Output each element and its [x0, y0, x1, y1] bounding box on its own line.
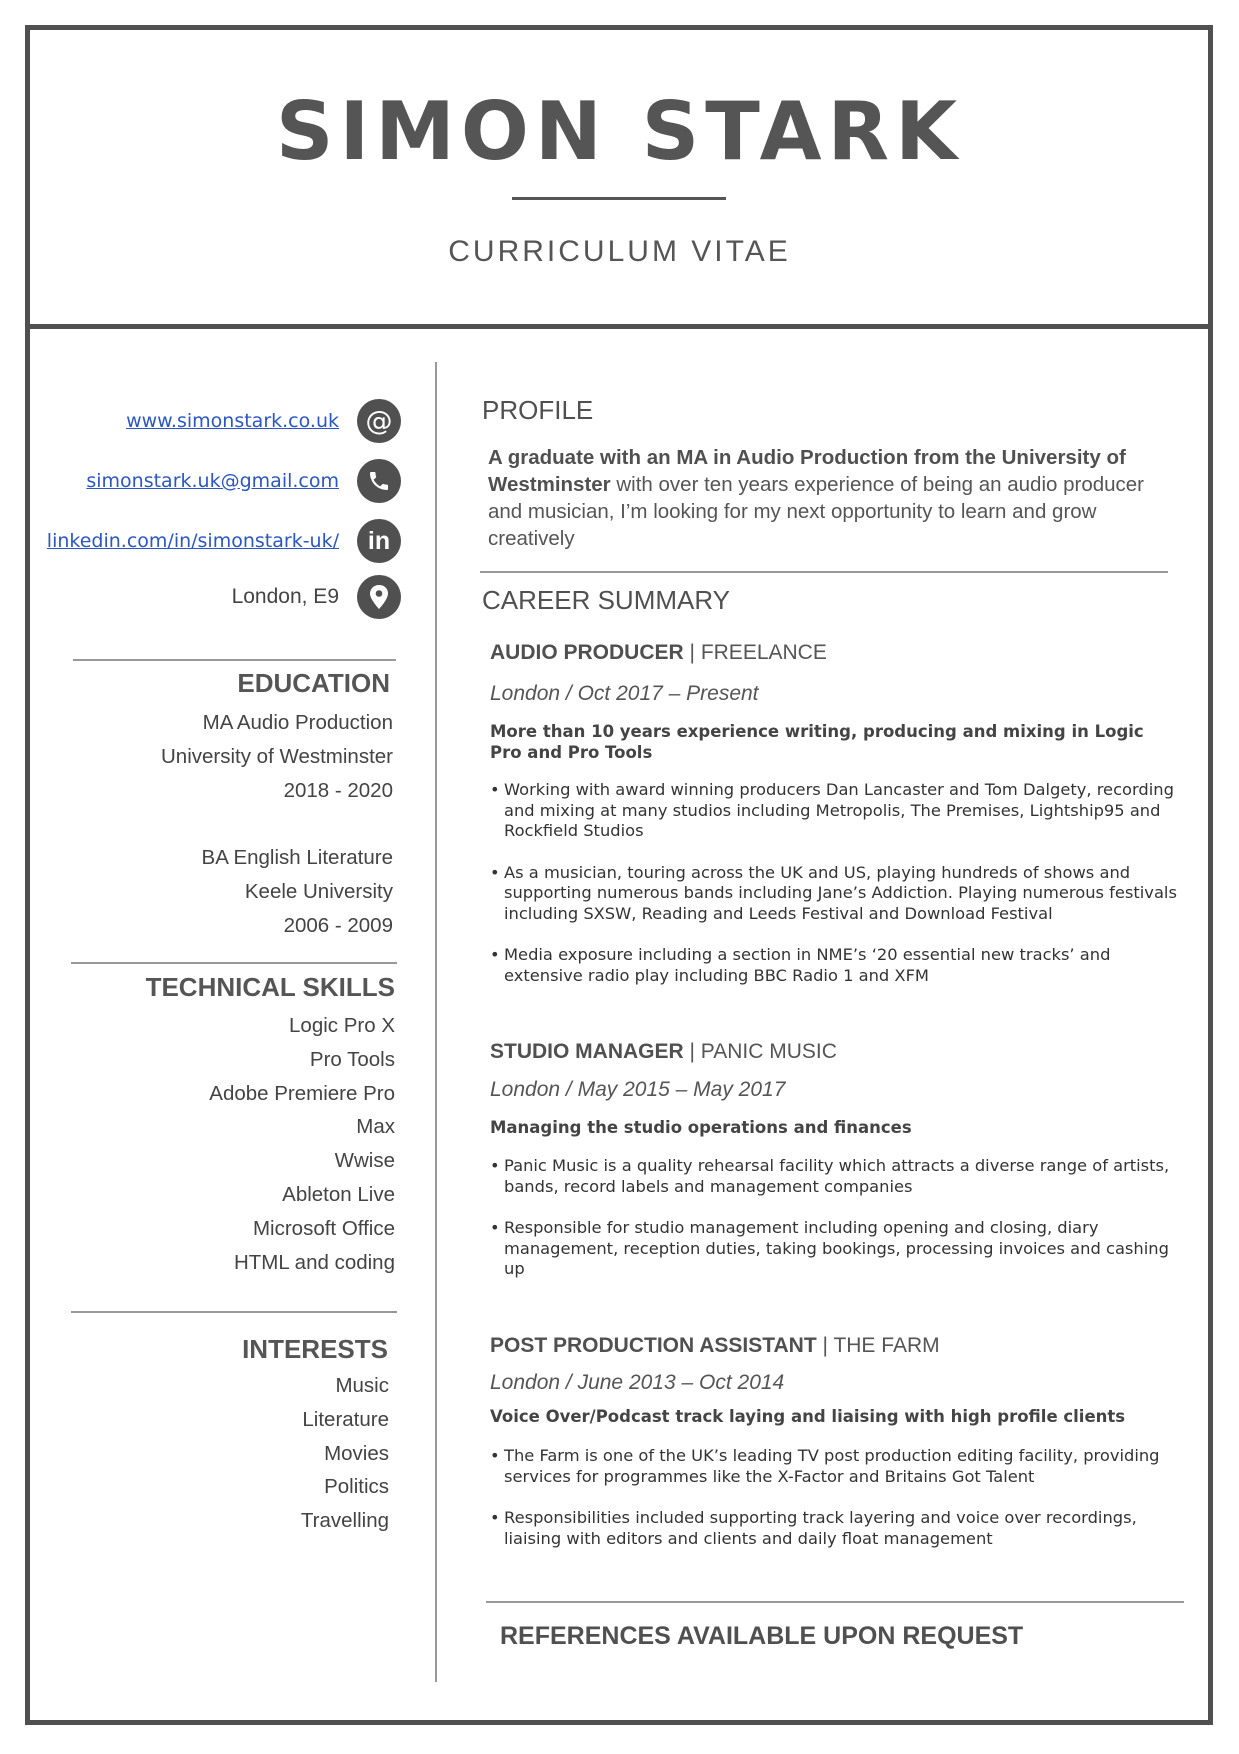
- job-summary: More than 10 years experience writing, producing and mixing in Logic Pro and Pro Tools: [490, 722, 1144, 762]
- references-note: REFERENCES AVAILABLE UPON REQUEST: [500, 1622, 1024, 1650]
- contact-website: [126, 398, 401, 444]
- job-bullet: • Media exposure including a section in NME’s ‘20 essential new tracks’ and extensive radio play including BBC Radio 1 and XFM: [490, 945, 1180, 986]
- profile-heading: PROFILE: [482, 395, 594, 425]
- job-summary: Managing the studio operations and finances: [490, 1118, 912, 1137]
- skill-item: HTML and coding: [233, 1250, 395, 1274]
- job-title: STUDIO MANAGER | PANIC MUSIC: [490, 1040, 837, 1063]
- job-company: FREELANCE: [700, 641, 827, 664]
- interest-item: Politics: [324, 1475, 389, 1499]
- interests-divider: [71, 1311, 397, 1313]
- job-bullet: • Responsible for studio management including opening and closing, diary management, reception duties, taking bookings, processing invoices and cashing up: [490, 1218, 1180, 1280]
- skill-item: Logic Pro X: [289, 1014, 395, 1037]
- interests-heading: INTERESTS: [242, 1334, 388, 1364]
- contact-email: [86, 458, 401, 504]
- job-company: THE FARM: [833, 1334, 940, 1357]
- education-list: [161, 706, 393, 943]
- education-item: University of Westminster: [160, 744, 393, 768]
- interest-item: Literature: [302, 1407, 389, 1431]
- job-bullets: [490, 1446, 1180, 1549]
- skill-item: Ableton Live: [282, 1182, 395, 1206]
- contact-linkedin: [47, 518, 401, 564]
- job-date: London / Oct 2017 – Present: [490, 682, 759, 705]
- job-bullet: • Panic Music is a quality rehearsal facility which attracts a diverse range of artists, bands, record labels and management companies: [490, 1156, 1180, 1197]
- interest-item: Movies: [324, 1441, 389, 1465]
- profile-bold-text: A graduate with an MA in Audio Production from the University of Westminster: [488, 446, 1126, 496]
- skill-item: Pro Tools: [309, 1047, 395, 1071]
- skill-item: Wwise: [334, 1149, 395, 1173]
- job-bullet: • As a musician, touring across the UK and US, playing hundreds of shows and supporting numerous bands including Jane’s Addiction. Playing numerous festivals including SXSW, Reading and Leeds Festival and Download Festival: [490, 863, 1180, 925]
- education-heading: EDUCATION: [237, 668, 390, 698]
- profile-divider: [480, 571, 1168, 573]
- website-link[interactable]: www.simonstark.co.uk: [126, 410, 339, 432]
- job-date: London / June 2013 – Oct 2014: [490, 1371, 785, 1394]
- job-bullets: [490, 780, 1180, 986]
- skill-item: Adobe Premiere Pro: [209, 1081, 395, 1105]
- job-role: POST PRODUCTION ASSISTANT: [490, 1334, 817, 1357]
- career-heading: CAREER SUMMARY: [482, 585, 731, 615]
- email-link[interactable]: simonstark.uk@gmail.com: [86, 470, 339, 492]
- job-company: PANIC MUSIC: [700, 1040, 837, 1063]
- job-entry: [490, 641, 1180, 986]
- candidate-name: SIMON STARK: [275, 85, 964, 178]
- education-item: MA Audio Production: [202, 711, 393, 734]
- job-entry: [490, 1334, 1180, 1549]
- at-icon: @: [357, 399, 401, 443]
- profile-text: [488, 444, 1168, 552]
- job-bullet: • Working with award winning producers Dan Lancaster and Tom Dalgety, recording and mixing at many studios including Metropolis, The Premises, Lightship95 and Rockfield Studios: [490, 780, 1180, 842]
- education-item: 2018 - 2020: [283, 778, 393, 802]
- job-role: STUDIO MANAGER: [490, 1040, 684, 1063]
- column-divider: [435, 362, 437, 1682]
- name-underline: [512, 197, 726, 200]
- interests-list: [301, 1369, 389, 1538]
- interest-item: Travelling: [300, 1509, 389, 1533]
- education-spacer: [161, 807, 393, 841]
- job-title: AUDIO PRODUCER | FREELANCE: [490, 641, 827, 664]
- map-pin-icon: [357, 575, 401, 619]
- education-item: 2006 - 2009: [283, 913, 393, 937]
- location-text: London, E9: [231, 585, 339, 608]
- job-bullet: • The Farm is one of the UK’s leading TV post production editing facility, providing services for programmes like the X-Factor and Britains Got Talent: [490, 1446, 1180, 1487]
- job-bullet: • Responsibilities included supporting track layering and voice over recordings, liaising with editors and clients and daily float management: [490, 1508, 1180, 1549]
- skill-item: Max: [356, 1115, 395, 1139]
- contact-location: [232, 574, 401, 620]
- education-item: Keele University: [244, 879, 393, 903]
- skills-heading: TECHNICAL SKILLS: [145, 972, 395, 1002]
- references-divider: [486, 1601, 1184, 1603]
- document-subtitle: CURRICULUM VITAE: [448, 235, 791, 268]
- linkedin-icon: in: [357, 519, 401, 563]
- education-divider: [73, 659, 396, 661]
- linkedin-link[interactable]: linkedin.com/in/simonstark-uk/: [46, 530, 339, 552]
- job-title: POST PRODUCTION ASSISTANT | THE FARM: [490, 1334, 940, 1357]
- job-role: AUDIO PRODUCER: [490, 641, 684, 664]
- header-divider: [25, 324, 1213, 329]
- profile-body-text: with over ten years experience of being an audio producer and musician, I’m looking for my next opportunity to learn and grow creatively: [488, 473, 1145, 550]
- job-date: London / May 2015 – May 2017: [490, 1078, 786, 1101]
- interest-item: Music: [335, 1374, 389, 1397]
- skills-divider: [71, 962, 397, 964]
- education-item: BA English Literature: [201, 846, 393, 870]
- skill-item: Microsoft Office: [252, 1216, 395, 1240]
- job-bullets: [490, 1156, 1180, 1280]
- skills-list: [209, 1009, 395, 1279]
- job-summary: Voice Over/Podcast track laying and liaising with high profile clients: [490, 1407, 1126, 1426]
- phone-icon: [357, 459, 401, 503]
- job-entry: [490, 1040, 1180, 1280]
